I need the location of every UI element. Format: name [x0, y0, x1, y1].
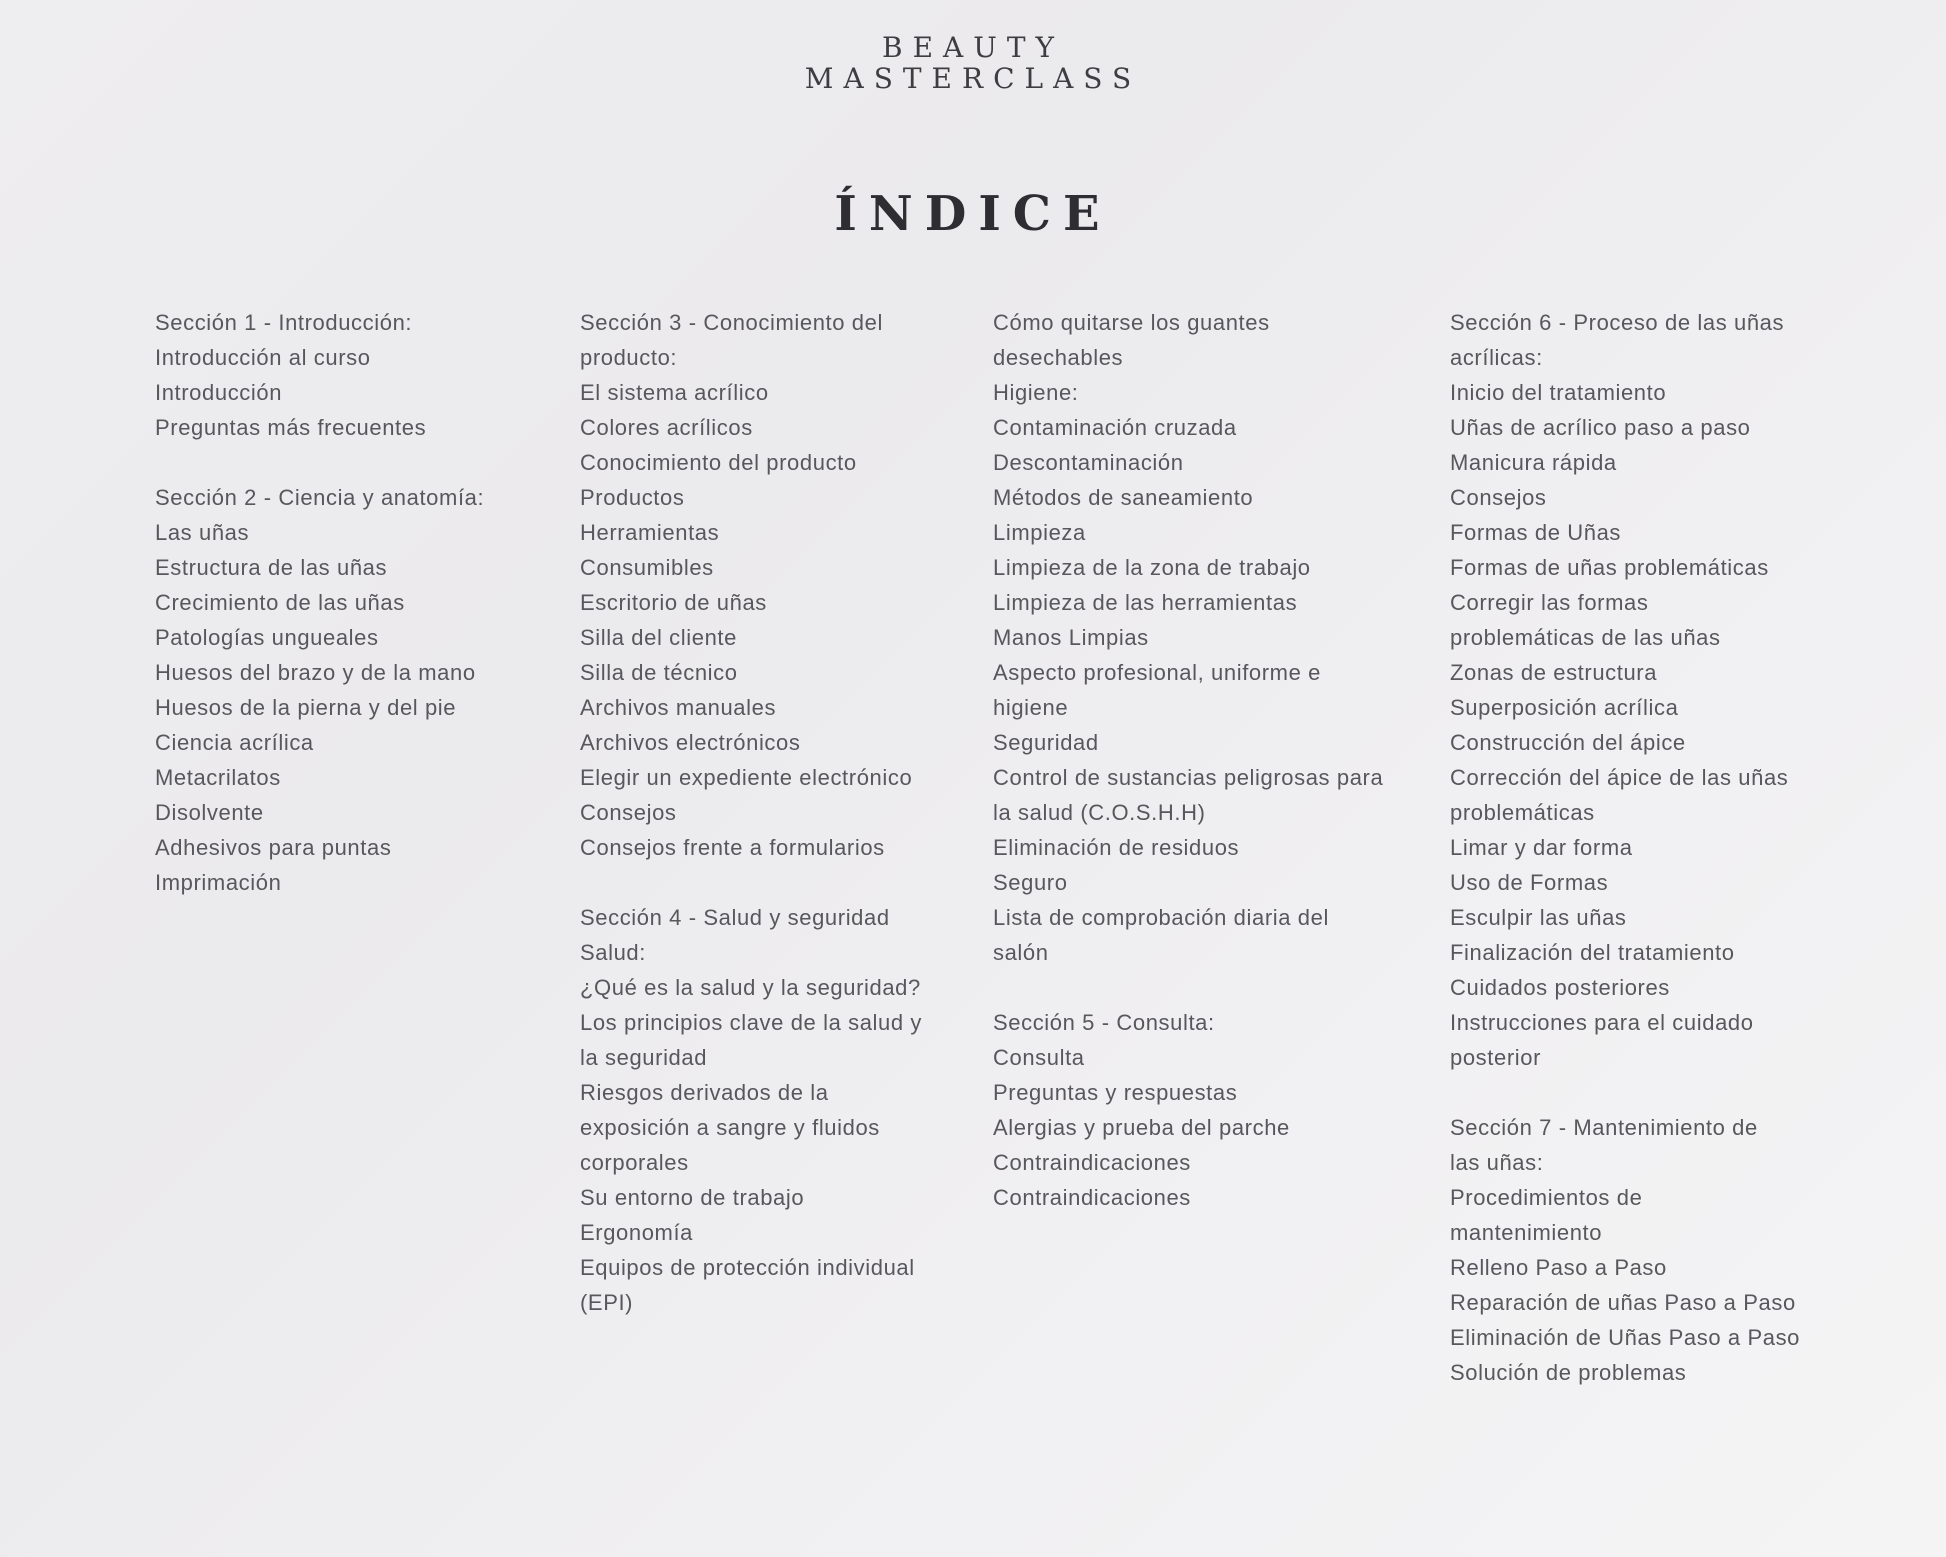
index-entry: Patologías ungueales: [155, 625, 379, 650]
index-entry: Adhesivos para puntas: [155, 835, 392, 860]
section-heading: Sección 6 - Proceso de las uñas: [1450, 310, 1785, 335]
index-entry: salón: [993, 940, 1049, 965]
index-entry: Estructura de las uñas: [155, 555, 388, 580]
index-entry: ¿Qué es la salud y la seguridad?: [580, 975, 921, 1000]
index-entry: Archivos electrónicos: [580, 730, 801, 755]
index-entry: Seguridad: [993, 730, 1099, 755]
index-entry: Introducción al curso: [155, 345, 371, 370]
index-entry: Seguro: [993, 870, 1068, 895]
index-entry: Construcción del ápice: [1450, 730, 1686, 755]
index-entry: Consulta: [993, 1045, 1085, 1070]
index-entry: Huesos del brazo y de la mano: [155, 660, 476, 685]
index-entry: Preguntas más frecuentes: [155, 415, 427, 440]
index-entry: higiene: [993, 695, 1069, 720]
index-entry: Disolvente: [155, 800, 264, 825]
index-entry: Métodos de saneamiento: [993, 485, 1254, 510]
index-entry: Los principios clave de la salud y: [580, 1010, 923, 1035]
index-entry: Formas de Uñas: [1450, 520, 1622, 545]
index-entry: Reparación de uñas Paso a Paso: [1450, 1290, 1796, 1315]
index-entry: Consejos frente a formularios: [580, 835, 885, 860]
section-heading: acrílicas:: [1450, 345, 1543, 370]
section-heading: Sección 5 - Consulta:: [993, 1010, 1215, 1035]
index-entry: Riesgos derivados de la: [580, 1080, 829, 1105]
index-column-4: [1450, 305, 1830, 1390]
index-entry: Crecimiento de las uñas: [155, 590, 405, 615]
index-entry: Corrección del ápice de las uñas: [1450, 765, 1789, 790]
index-entry: Lista de comprobación diaria del: [993, 905, 1329, 930]
index-entry: Descontaminación: [993, 450, 1184, 475]
index-entry: Procedimientos de: [1450, 1185, 1643, 1210]
index-entry: Consejos: [580, 800, 677, 825]
index-entry: Huesos de la pierna y del pie: [155, 695, 457, 720]
index-entry: Solución de problemas: [1450, 1360, 1687, 1385]
index-entry: Introducción: [155, 380, 283, 405]
page-title: ÍNDICE: [834, 186, 1112, 243]
index-entry: Esculpir las uñas: [1450, 905, 1627, 930]
section-heading: las uñas:: [1450, 1150, 1544, 1175]
index-entry: Aspecto profesional, uniforme e: [993, 660, 1321, 685]
index-column-2: [580, 305, 940, 1320]
index-entry: Formas de uñas problemáticas: [1450, 555, 1769, 580]
index-entry: Limpieza: [993, 520, 1086, 545]
index-entry: Ciencia acrílica: [155, 730, 314, 755]
index-entry: mantenimiento: [1450, 1220, 1603, 1245]
index-entry: Colores acrílicos: [580, 415, 753, 440]
index-entry: Zonas de estructura: [1450, 660, 1658, 685]
index-entry: Preguntas y respuestas: [993, 1080, 1238, 1105]
index-entry: Uso de Formas: [1450, 870, 1609, 895]
index-entry: Metacrilatos: [155, 765, 281, 790]
index-column-1: [155, 305, 535, 900]
index-entry: Alergias y prueba del parche: [993, 1115, 1290, 1140]
section-heading: Sección 3 - Conocimiento del: [580, 310, 883, 335]
index-entry: Salud:: [580, 940, 646, 965]
index-entry: la seguridad: [580, 1045, 708, 1070]
index-entry: exposición a sangre y fluidos: [580, 1115, 880, 1140]
index-entry: Relleno Paso a Paso: [1450, 1255, 1667, 1280]
index-entry: Control de sustancias peligrosas para: [993, 765, 1384, 790]
index-entry: Limpieza de la zona de trabajo: [993, 555, 1311, 580]
index-entry: Conocimiento del producto: [580, 450, 857, 475]
index-entry: Eliminación de residuos: [993, 835, 1240, 860]
index-entry: Productos: [580, 485, 685, 510]
index-entry: desechables: [993, 345, 1124, 370]
index-entry: Superposición acrílica: [1450, 695, 1679, 720]
index-entry: Las uñas: [155, 520, 250, 545]
index-column-3: [993, 305, 1393, 1215]
index-entry: Cómo quitarse los guantes: [993, 310, 1270, 335]
index-entry: Contraindicaciones: [993, 1185, 1191, 1210]
section-heading: Sección 4 - Salud y seguridad: [580, 905, 890, 930]
section-heading: Sección 1 - Introducción:: [155, 310, 413, 335]
index-entry: Contraindicaciones: [993, 1150, 1191, 1175]
index-entry: Eliminación de Uñas Paso a Paso: [1450, 1325, 1801, 1350]
brand-name-line1: BEAUTY: [882, 31, 1064, 64]
index-entry: Silla de técnico: [580, 660, 738, 685]
index-entry: Cuidados posteriores: [1450, 975, 1670, 1000]
brand-name-line2: MASTERCLASS: [804, 62, 1142, 95]
index-entry: Silla del cliente: [580, 625, 737, 650]
section-heading: Sección 7 - Mantenimiento de: [1450, 1115, 1758, 1140]
index-entry: Su entorno de trabajo: [580, 1185, 805, 1210]
section-heading: Sección 2 - Ciencia y anatomía:: [155, 485, 485, 510]
index-entry: Uñas de acrílico paso a paso: [1450, 415, 1751, 440]
index-entry: Corregir las formas: [1450, 590, 1649, 615]
index-entry: Inicio del tratamiento: [1450, 380, 1667, 405]
index-entry: Manos Limpias: [993, 625, 1149, 650]
index-entry: Elegir un expediente electrónico: [580, 765, 913, 790]
index-entry: Consumibles: [580, 555, 714, 580]
index-entry: Ergonomía: [580, 1220, 694, 1245]
index-entry: Finalización del tratamiento: [1450, 940, 1735, 965]
index-entry: Instrucciones para el cuidado: [1450, 1010, 1754, 1035]
index-entry: problemáticas de las uñas: [1450, 625, 1721, 650]
index-entry: Escritorio de uñas: [580, 590, 767, 615]
index-entry: la salud (C.O.S.H.H): [993, 800, 1206, 825]
index-entry: Archivos manuales: [580, 695, 777, 720]
index-entry: corporales: [580, 1150, 689, 1175]
index-entry: posterior: [1450, 1045, 1541, 1070]
index-entry: Contaminación cruzada: [993, 415, 1237, 440]
index-entry: Imprimación: [155, 870, 282, 895]
index-entry: Higiene:: [993, 380, 1079, 405]
index-entry: Herramientas: [580, 520, 720, 545]
index-entry: El sistema acrílico: [580, 380, 769, 405]
index-entry: problemáticas: [1450, 800, 1595, 825]
index-entry: Consejos: [1450, 485, 1547, 510]
index-entry: Equipos de protección individual: [580, 1255, 915, 1280]
section-heading: producto:: [580, 345, 678, 370]
index-entry: Manicura rápida: [1450, 450, 1617, 475]
index-entry: Limar y dar forma: [1450, 835, 1633, 860]
index-entry: (EPI): [580, 1290, 634, 1315]
index-entry: Limpieza de las herramientas: [993, 590, 1298, 615]
